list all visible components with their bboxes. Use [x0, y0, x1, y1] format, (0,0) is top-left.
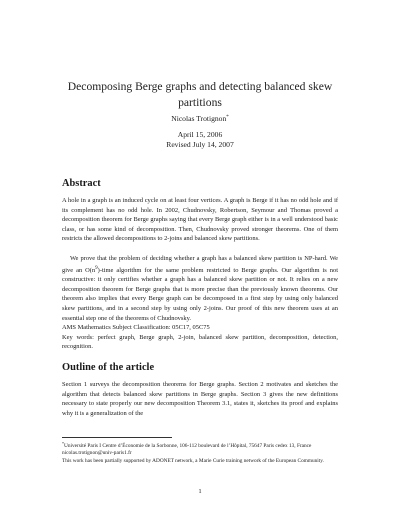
date: April 15, 2006: [177, 130, 223, 139]
abstract-paragraph-1: A hole in a graph is an induced cycle on at least four vertices. A graph is Berge if it has no odd hole and if its complement has no odd hole. In 2002, Chudnovsky, Robertson, Seymour and Thomas proved a decomposition theorem for Berge graphs saying that every Berge graph either is in a well understood basic class, or has some kind of decomposition. Then, Chudnovsky proved stronger theorems. One of them restricts the allowed decompositions to 2-joins and balanced skew partitions.: [62, 197, 338, 243]
keywords: Key words: perfect graph, Berge graph, 2-join, balanced skew partition, decomposition, detection, recognition.: [62, 333, 338, 351]
author-name: Nicolas Trotignon: [171, 114, 227, 123]
outline-paragraph-1: Section 1 surveys the decomposition theorems for Berge graphs. Section 2 motivates and sketches the algorithm that detects balanced skew partitions in Berge graphs. Section 3 gives the new definitions necessary to state properly our new decomposition Theorem 3.1, states it, sketches its proof and explains why it is a generalization of the: [62, 381, 338, 417]
author-line: [0, 114, 400, 123]
footnote-email: nicolas.trotignon@univ-paris1.fr: [62, 450, 132, 457]
page-number: 1: [198, 488, 202, 495]
ams-classification: AMS Mathematics Subject Classification: 05C17, 05C75: [62, 324, 210, 332]
paper-title: Decomposing Berge graphs and detecting balanced skew partitions: [67, 80, 333, 109]
outline-heading: Outline of the article: [62, 362, 155, 373]
author-footnote-mark: *: [226, 115, 229, 120]
exponent: 9: [95, 265, 98, 271]
footnote-funding: This work has been partially supported by ADONET network, a Marie Curie training network of the European Community.: [62, 457, 324, 464]
footnote-affiliation-text: Université Paris I Centre d’Économie de la Sorbonne, 106-112 boulevard de l’Hôpital, 75647 Paris cedex 13, France: [64, 443, 312, 449]
footnotes: [62, 440, 338, 465]
abstract-paragraph-2: [62, 254, 338, 352]
abstract-heading: Abstract: [62, 178, 101, 189]
footnote-rule: [62, 437, 172, 438]
footnote-mark: *: [62, 441, 64, 446]
abstract-p2-text: We prove that the problem of deciding whether a graph has a balanced skew partition is NP-hard. We give an $O(n^9)$-time algorithm for the same problem restricted to Berge graphs. Our algorithm is not constructive: it only certifies whether a graph has a balanced skew partition or not. It relies on a new decomposition theorem for Berge graphs that is more precise than the previously known theorems. Our theorem also implies that every Berge graph can be decomposed in a first step by using only balanced skew partitions, and in a second step by using only 2-joins. Our proof of this new theorem uses at an essential step one of the theorems of Chudnovsky.: [62, 255, 338, 322]
revised-date: Revised July 14, 2007: [166, 140, 234, 149]
footnote-affiliation: [62, 440, 338, 450]
